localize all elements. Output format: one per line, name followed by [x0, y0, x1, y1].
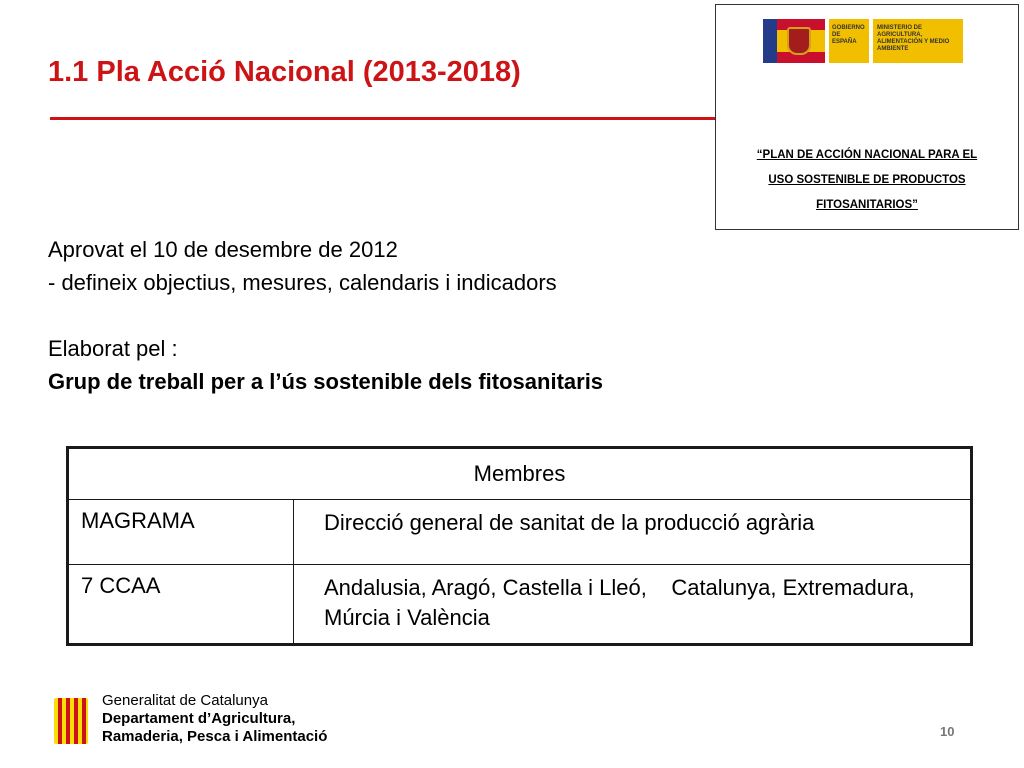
elaborated-label: Elaborat pel :	[48, 336, 178, 361]
definition-text: - defineix objectius, mesures, calendaris i indicadors	[48, 270, 557, 295]
department-line-2: Ramaderia, Pesca i Alimentació	[102, 728, 328, 745]
row-value: Direcció general de sanitat de la producció agrària	[294, 500, 972, 565]
document-cover-image	[715, 4, 1019, 230]
generalitat-logo	[50, 692, 350, 752]
footer-org-name	[102, 692, 327, 746]
org-name: Generalitat de Catalunya	[102, 692, 268, 709]
table-row	[68, 565, 972, 645]
table-header: Membres	[68, 448, 972, 500]
department-line-1: Departament d’Agricultura,	[102, 710, 296, 727]
title-underline	[50, 117, 715, 120]
flag-icon	[763, 19, 825, 63]
cover-title-line: USO SOSTENIBLE DE PRODUCTOS	[768, 174, 966, 186]
table-row	[68, 500, 972, 565]
members-table	[66, 446, 973, 646]
row-label: MAGRAMA	[68, 500, 294, 565]
page-number: 10	[940, 724, 955, 739]
slide-title: 1.1 Pla Acció Nacional (2013-2018)	[48, 56, 521, 88]
row-label: 7 CCAA	[68, 565, 294, 645]
row-value: Andalusia, Aragó, Castella i Lleó, Catalunya, Extremadura, Múrcia i València	[294, 565, 972, 645]
cover-title	[716, 143, 1018, 218]
working-group-text: Grup de treball per a l’ús sostenible dels fitosanitaris	[48, 369, 604, 394]
cover-title-line: “PLAN DE ACCIÓN NACIONAL PARA EL	[756, 149, 978, 161]
catalan-flag-icon	[50, 696, 92, 746]
approval-date-text: Aprovat el 10 de desembre de 2012	[48, 237, 398, 262]
coat-of-arms-icon	[787, 27, 811, 55]
cover-title-line: FITOSANITARIOS”	[816, 199, 918, 211]
gov-label: GOBIERNO DE ESPAÑA	[829, 19, 869, 63]
spanish-government-logo	[763, 19, 963, 63]
ministry-label: MINISTERIO DE AGRICULTURA, ALIMENTACIÓN Y MEDIO AMBIENTE	[873, 19, 963, 63]
body-text	[48, 233, 603, 398]
